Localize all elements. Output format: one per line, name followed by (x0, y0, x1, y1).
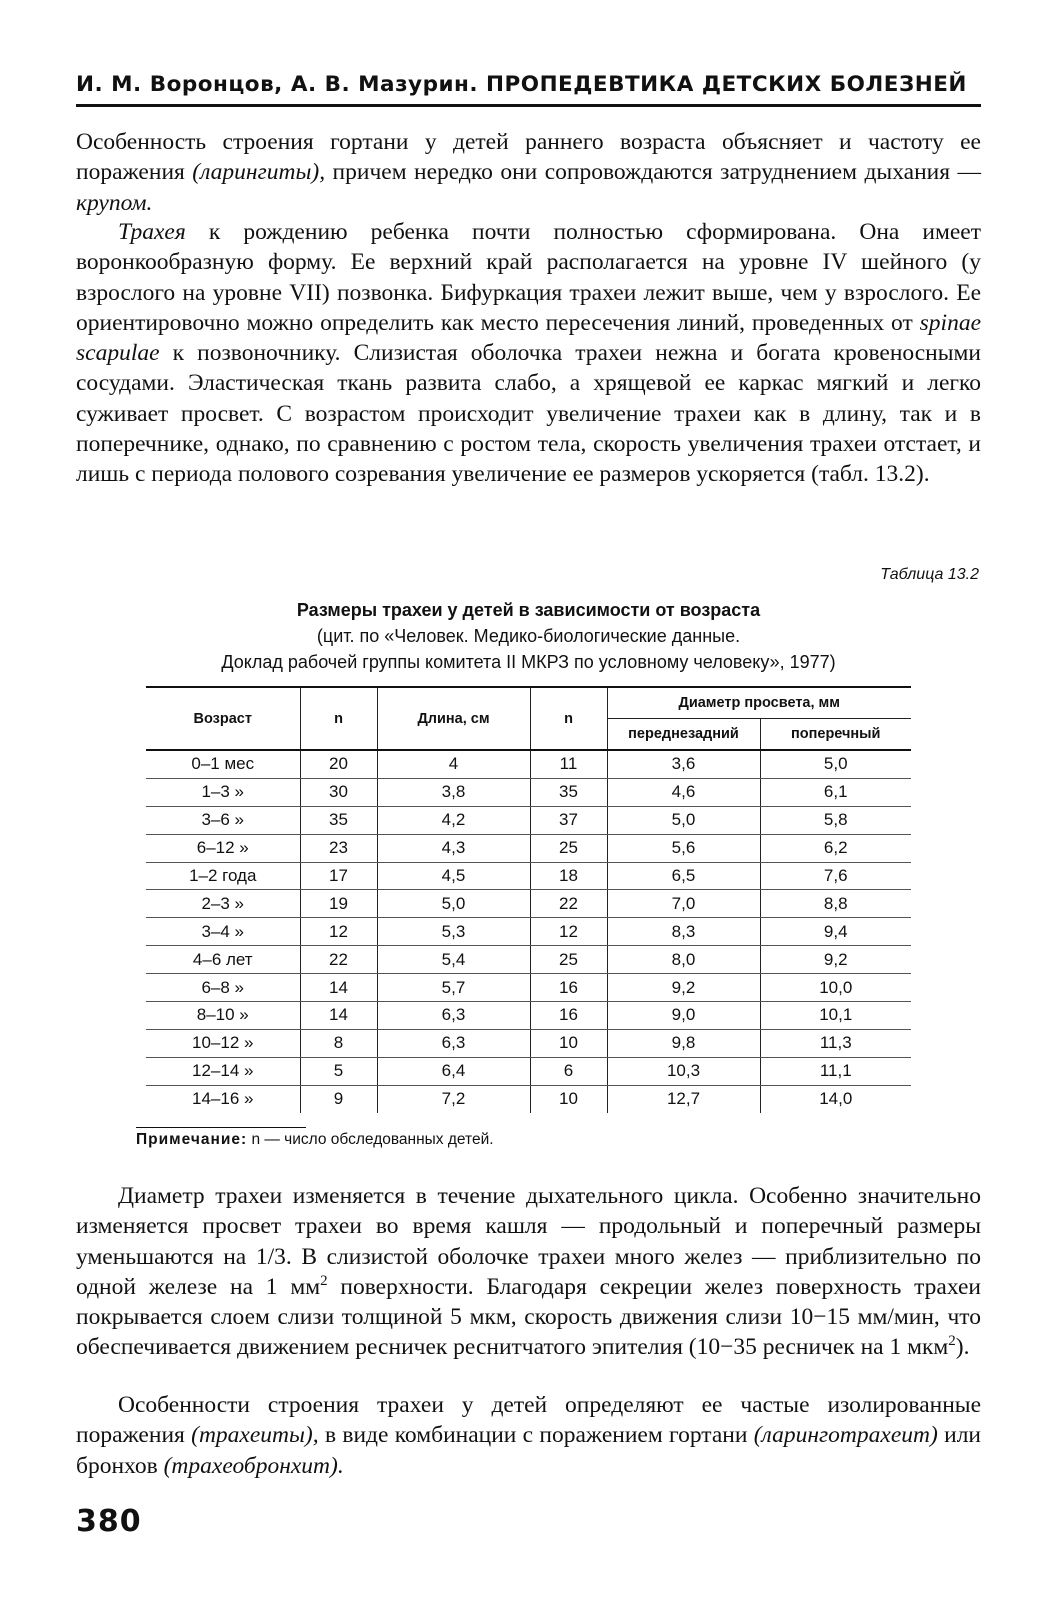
table-row (146, 1029, 911, 1057)
cell-n: 14 (300, 1002, 377, 1030)
cell-n: 12 (300, 918, 377, 946)
paragraph-diameter (76, 1181, 981, 1363)
cell-anteroposterior: 8,3 (607, 918, 760, 946)
cell-anteroposterior: 5,0 (607, 806, 760, 834)
cell-n: 20 (300, 750, 377, 778)
note-rule (136, 1127, 306, 1128)
cell-length: 4 (377, 750, 530, 778)
cell-transverse: 5,0 (760, 750, 911, 778)
table-subtitle: Доклад рабочей группы комитета II МКРЗ по условному человеку», 1977) (221, 652, 836, 672)
cell-age: 4–6 лет (146, 946, 300, 974)
cell-anteroposterior: 9,8 (607, 1029, 760, 1057)
cell-n: 10 (530, 1085, 607, 1112)
cell-n: 12 (530, 918, 607, 946)
text-run: причем нередко они сопровождаются затруднением дыхания — (325, 159, 981, 186)
cell-age: 2–3 » (146, 890, 300, 918)
cell-length: 6,4 (377, 1057, 530, 1085)
text-run: в виде комбинации с поражением гортани (318, 1422, 754, 1449)
table-body (146, 750, 911, 1113)
cell-age: 1–2 года (146, 862, 300, 890)
header-transverse: поперечный (760, 719, 911, 751)
cell-transverse: 14,0 (760, 1085, 911, 1112)
header-rule (76, 104, 981, 107)
text-run: к рождению ребенка почти полностью сформирована. Она имеет воронкообразную форму. Ее верхний край располагается на уровне IV шейного (у взрослого на уровне VII) позвонка. Бифуркация трахеи лежит выше, чем у взрослого. Ее ориентировочно можно определить как место пересечения линий, проведенных от (76, 219, 981, 336)
table-row (146, 1085, 911, 1112)
cell-n: 17 (300, 862, 377, 890)
cell-transverse: 11,3 (760, 1029, 911, 1057)
italic-term: крупом. (76, 189, 153, 216)
header-anteroposterior: переднезадний (607, 719, 760, 751)
cell-transverse: 6,2 (760, 834, 911, 862)
cell-n: 10 (530, 1029, 607, 1057)
superscript: 2 (948, 1333, 956, 1350)
text-run: Особенность строения гортани у детей раннего возраста объясняет и частоту ее поражения (76, 129, 981, 186)
cell-n: 35 (530, 778, 607, 806)
cell-anteroposterior: 8,0 (607, 946, 760, 974)
cell-n: 19 (300, 890, 377, 918)
cell-anteroposterior: 3,6 (607, 750, 760, 778)
cell-transverse: 9,4 (760, 918, 911, 946)
header-n: n (530, 687, 607, 750)
running-header: И. М. Воронцов, А. В. Мазурин. ПРОПЕДЕВТИКА ДЕТСКИХ БОЛЕЗНЕЙ (76, 72, 967, 97)
cell-n: 9 (300, 1085, 377, 1112)
cell-age: 10–12 » (146, 1029, 300, 1057)
text-run: ). (955, 1334, 970, 1361)
table-row (146, 750, 911, 778)
cell-length: 5,3 (377, 918, 530, 946)
cell-anteroposterior: 12,7 (607, 1085, 760, 1112)
table-row (146, 1002, 911, 1030)
table-row (146, 806, 911, 834)
paragraph-larynx (76, 127, 981, 218)
cell-length: 7,2 (377, 1085, 530, 1112)
table-row (146, 918, 911, 946)
text-run: или бронхов (76, 1422, 981, 1479)
text-run: к позвоночнику. Слизистая оболочка трахеи нежна и богата кровеносными сосудами. Эластическая ткань развита слабо, а хрящевой ее каркас мягкий и легко суживает просвет. С возрастом происходит увеличение трахеи как в длину, так и в поперечнике, однако, по сравнению с ростом тела, скорость увеличения трахеи отстает, и лишь с периода полового созревания увеличение ее размеров ускоряется (табл. 13.2). (76, 340, 981, 488)
cell-transverse: 9,2 (760, 946, 911, 974)
text-run: Особенности строения трахеи у детей определяют ее частые изолированные поражения (76, 1392, 981, 1449)
cell-n: 18 (530, 862, 607, 890)
cell-age: 0–1 мес (146, 750, 300, 778)
table-row (146, 890, 911, 918)
header-age: Возраст (146, 687, 300, 750)
cell-length: 5,7 (377, 974, 530, 1002)
trachea-size-table (146, 686, 911, 1113)
italic-term: (трахеиты), (191, 1422, 319, 1449)
cell-length: 6,3 (377, 1029, 530, 1057)
table-row (146, 974, 911, 1002)
cell-n: 16 (530, 1002, 607, 1030)
cell-anteroposterior: 10,3 (607, 1057, 760, 1085)
cell-n: 14 (300, 974, 377, 1002)
header-n: n (300, 687, 377, 750)
table-row (146, 946, 911, 974)
cell-n: 30 (300, 778, 377, 806)
italic-term: spinae scapulae (76, 309, 981, 367)
cell-length: 5,0 (377, 890, 530, 918)
table-note (136, 1131, 494, 1149)
header-diameter: Диаметр просвета, мм (607, 687, 911, 719)
table-row (146, 862, 911, 890)
cell-age: 1–3 » (146, 778, 300, 806)
table-row (146, 834, 911, 862)
table-label: Таблица 13.2 (880, 566, 979, 583)
table-caption (146, 597, 911, 675)
cell-n: 37 (530, 806, 607, 834)
cell-transverse: 6,1 (760, 778, 911, 806)
cell-n: 22 (300, 946, 377, 974)
cell-length: 4,3 (377, 834, 530, 862)
cell-anteroposterior: 9,2 (607, 974, 760, 1002)
cell-n: 25 (530, 946, 607, 974)
cell-transverse: 10,0 (760, 974, 911, 1002)
italic-term: Трахея (118, 219, 186, 245)
cell-age: 3–4 » (146, 918, 300, 946)
cell-n: 22 (530, 890, 607, 918)
cell-n: 8 (300, 1029, 377, 1057)
cell-anteroposterior: 4,6 (607, 778, 760, 806)
cell-n: 23 (300, 834, 377, 862)
text-run: Диаметр трахеи изменяется в течение дыхательного цикла. Особенно значительно изменяется просвет трахеи во время кашля — продольный и поперечный размеры уменьшаются на 1/3. В слизистой оболочке трахеи много желез — приблизительно по одной железе на 1 мм (76, 1183, 981, 1300)
cell-anteroposterior: 6,5 (607, 862, 760, 890)
cell-anteroposterior: 5,6 (607, 834, 760, 862)
table-title: Размеры трахеи у детей в зависимости от возраста (296, 600, 761, 620)
cell-transverse: 8,8 (760, 890, 911, 918)
paragraph-trachea (76, 217, 981, 490)
cell-n: 16 (530, 974, 607, 1002)
cell-transverse: 7,6 (760, 862, 911, 890)
cell-transverse: 10,1 (760, 1002, 911, 1030)
cell-length: 3,8 (377, 778, 530, 806)
cell-n: 5 (300, 1057, 377, 1085)
table-row (146, 778, 911, 806)
cell-anteroposterior: 9,0 (607, 1002, 760, 1030)
text-run: поверхности. Благодаря секреции желез поверхность трахеи покрывается слоем слизи толщиной 5 мкм, скорость движения слизи 10−15 мм/мин, что обеспечивается движением ресничек реснитчатого эпителия (10−35 ресничек на 1 мкм (76, 1273, 982, 1361)
cell-length: 5,4 (377, 946, 530, 974)
cell-length: 4,2 (377, 806, 530, 834)
cell-age: 6–8 » (146, 974, 300, 1002)
cell-n: 6 (530, 1057, 607, 1085)
note-label: Примечание: (136, 1131, 248, 1148)
cell-age: 8–10 » (146, 1002, 300, 1030)
cell-anteroposterior: 7,0 (607, 890, 760, 918)
paragraph-lesions (76, 1390, 981, 1481)
cell-age: 6–12 » (146, 834, 300, 862)
cell-length: 4,5 (377, 862, 530, 890)
cell-age: 3–6 » (146, 806, 300, 834)
cell-n: 11 (530, 750, 607, 778)
page-number: 380 (76, 1504, 142, 1539)
table-row (146, 1057, 911, 1085)
header-length: Длина, см (377, 687, 530, 750)
cell-age: 14–16 » (146, 1085, 300, 1112)
superscript: 2 (320, 1273, 328, 1290)
italic-term: (трахеобронхит). (163, 1452, 344, 1479)
cell-length: 6,3 (377, 1002, 530, 1030)
table-subtitle: (цит. по «Человек. Медико-биологические данные. (316, 626, 741, 646)
note-text: n — число обследованных детей. (247, 1131, 494, 1148)
cell-n: 35 (300, 806, 377, 834)
cell-age: 12–14 » (146, 1057, 300, 1085)
cell-transverse: 11,1 (760, 1057, 911, 1085)
italic-term: (ларинготрахеит) (753, 1422, 938, 1449)
cell-n: 25 (530, 834, 607, 862)
cell-transverse: 5,8 (760, 806, 911, 834)
italic-term: (ларингиты), (192, 159, 326, 186)
